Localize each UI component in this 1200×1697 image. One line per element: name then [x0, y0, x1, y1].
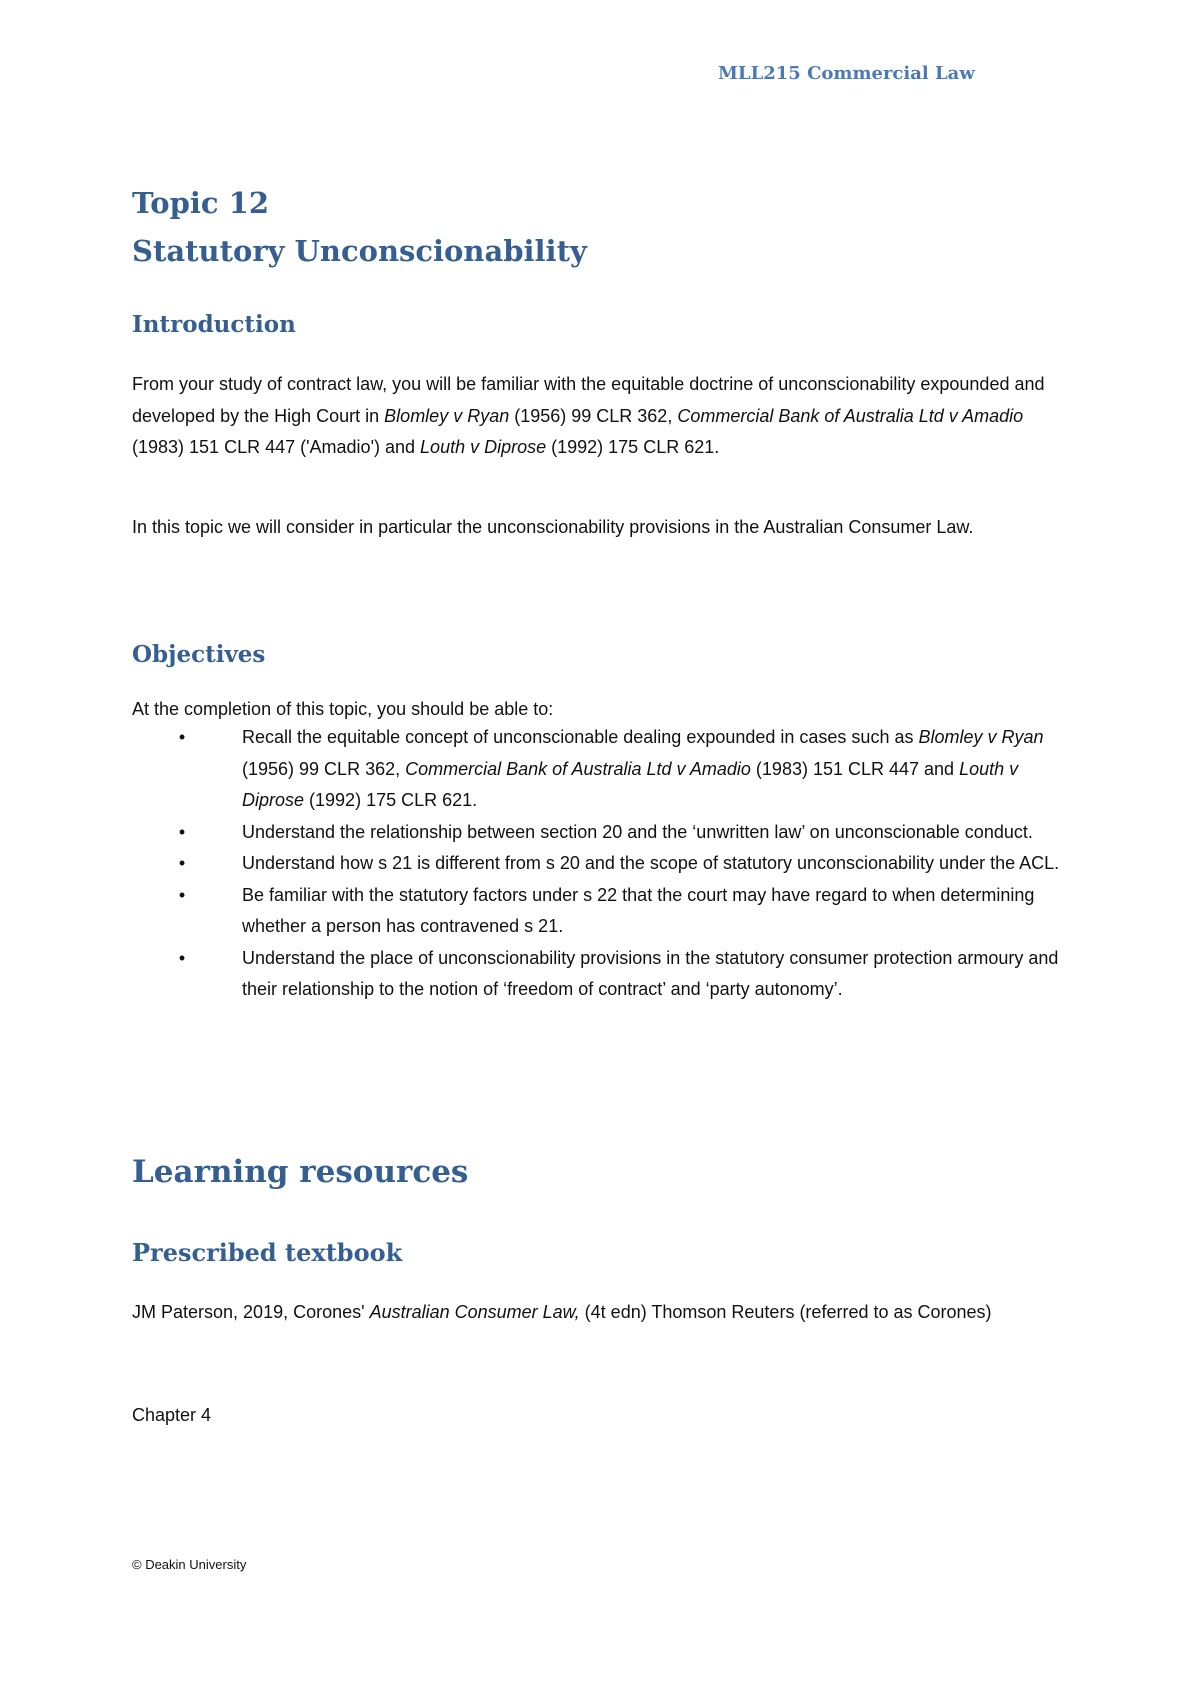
bullet-icon: • [178, 821, 186, 842]
bullet-icon: • [178, 947, 186, 968]
objective-item [132, 943, 1062, 1006]
objectives-lead: At the completion of this topic, you should be able to: [132, 699, 554, 719]
text-run: (1983) 151 CLR 447 ('Amadio') and [132, 437, 421, 457]
text-run: JM Paterson, 2019, Corones' [132, 1302, 370, 1322]
text-run: From your study of contract law, you will be familiar with the equitable doctrine of unconscionability expounded and developed by the High Court in [132, 374, 1045, 426]
case-name: Louth v Diprose [420, 437, 547, 457]
text-run: (1983) 151 CLR 447 and [750, 758, 960, 779]
objective-text: Understand the place of unconscionability provisions in the statutory consumer protection armoury and their relationship to the notion of ‘freedom of contract’ and ‘party autonomy’. [242, 947, 1059, 999]
objective-text: Be familiar with the statutory factors under s 22 that the court may have regard to when determining whether a person has contravened s 21. [242, 884, 1035, 936]
copyright-footer: © Deakin University [132, 1557, 247, 1572]
case-name: Commercial Bank of Australia Ltd v Amadio [677, 405, 1024, 426]
objectives-list [132, 722, 1062, 1006]
objective-text: Understand the relationship between section 20 and the ‘unwritten law’ on unconscionable conduct. [242, 821, 1033, 842]
text-run: (1992) 175 CLR 621. [546, 437, 720, 457]
case-name: Louth v Diprose [242, 758, 1019, 810]
objective-item [132, 722, 1062, 817]
bullet-icon: • [178, 884, 186, 905]
textbook-citation [132, 1299, 1052, 1326]
topic-subtitle: Statutory Unconscionability [132, 234, 587, 268]
bullet-icon: • [178, 853, 186, 873]
objective-item [132, 880, 1062, 943]
text-run: Recall the equitable concept of unconscionable dealing expounded in cases such as [242, 727, 919, 747]
objective-item [132, 848, 1062, 880]
case-name: Commercial Bank of Australia Ltd v Amadio [405, 758, 751, 779]
chapter-reference: Chapter 4 [132, 1405, 212, 1425]
introduction-paragraph-1 [132, 369, 1052, 464]
text-run: (1992) 175 CLR 621. [304, 790, 478, 810]
bullet-icon: • [178, 727, 186, 747]
introduction-heading: Introduction [132, 311, 296, 338]
objective-text: Understand how s 21 is different from s 20 and the scope of statutory unconscionability under the ACL. [242, 853, 1060, 873]
topic-title: Topic 12 [132, 186, 269, 220]
objectives-heading: Objectives [132, 641, 266, 668]
introduction-paragraph-2: In this topic we will consider in particular the unconscionability provisions in the Australian Consumer Law. [132, 517, 974, 537]
text-run: (1956) 99 CLR 362, [509, 405, 678, 426]
case-name: Blomley v Ryan [384, 405, 510, 426]
prescribed-textbook-heading: Prescribed textbook [132, 1238, 403, 1267]
book-title: Australian Consumer Law, [369, 1302, 580, 1322]
objective-item [132, 817, 1062, 849]
learning-resources-heading: Learning resources [132, 1154, 469, 1190]
course-header: MLL215 Commercial Law [718, 63, 975, 84]
case-name: Blomley v Ryan [918, 727, 1044, 747]
text-run: (4t edn) Thomson Reuters (referred to as Corones) [579, 1302, 992, 1322]
text-run: (1956) 99 CLR 362, [242, 758, 406, 779]
